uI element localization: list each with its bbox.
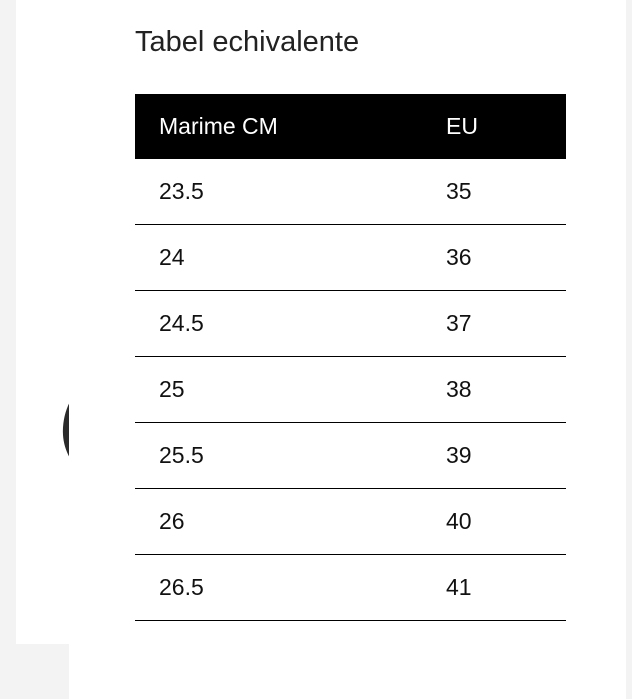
cell-size-eu: 40 bbox=[446, 489, 566, 555]
cell-size-cm: 26 bbox=[135, 489, 446, 555]
cell-size-eu: 35 bbox=[446, 159, 566, 225]
cell-size-eu: 38 bbox=[446, 357, 566, 423]
table-header-row bbox=[135, 94, 566, 159]
cell-size-eu: 37 bbox=[446, 291, 566, 357]
cell-size-cm: 25.5 bbox=[135, 423, 446, 489]
background-product-card bbox=[16, 0, 76, 644]
size-chart-modal bbox=[69, 0, 626, 699]
size-equivalence-table bbox=[135, 94, 566, 621]
modal-title: Tabel echivalente bbox=[135, 26, 360, 58]
cell-size-eu: 36 bbox=[446, 225, 566, 291]
table-row bbox=[135, 159, 566, 225]
column-header-cm: Marime CM bbox=[135, 94, 446, 159]
table-row bbox=[135, 489, 566, 555]
table-row bbox=[135, 423, 566, 489]
right-page-edge bbox=[626, 0, 632, 699]
table-row bbox=[135, 291, 566, 357]
table-row bbox=[135, 225, 566, 291]
cell-size-eu: 41 bbox=[446, 555, 566, 621]
table-row bbox=[135, 555, 566, 621]
cell-size-cm: 25 bbox=[135, 357, 446, 423]
column-header-eu: EU bbox=[446, 94, 566, 159]
cell-size-cm: 26.5 bbox=[135, 555, 446, 621]
cell-size-cm: 23.5 bbox=[135, 159, 446, 225]
cell-size-eu: 39 bbox=[446, 423, 566, 489]
table-row bbox=[135, 357, 566, 423]
cell-size-cm: 24.5 bbox=[135, 291, 446, 357]
cell-size-cm: 24 bbox=[135, 225, 446, 291]
